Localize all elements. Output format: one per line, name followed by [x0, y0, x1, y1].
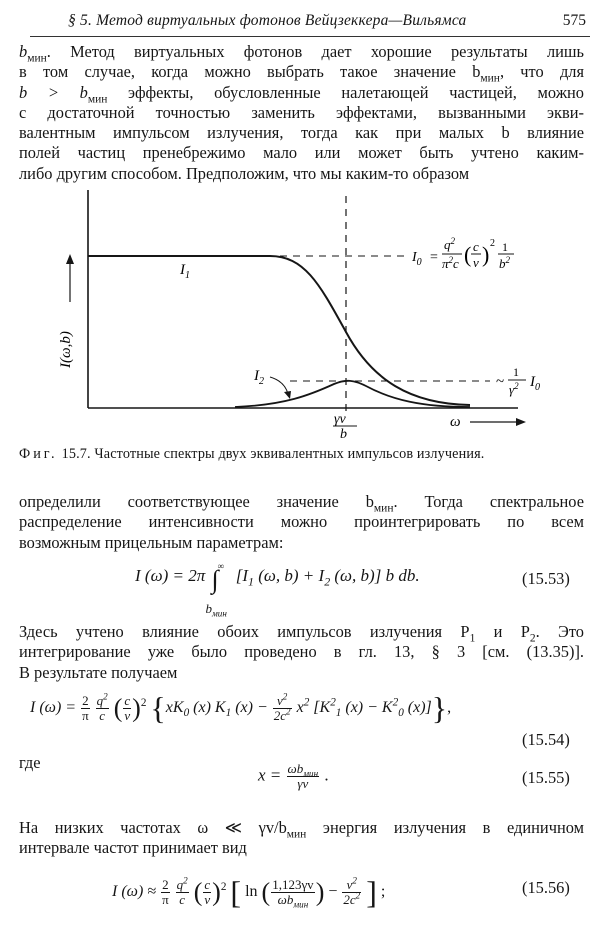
- equation-number: (15.53): [522, 569, 570, 588]
- svg-text:2: 2: [490, 238, 495, 249]
- text-line: $b_{мин}$. Метод виртуальных фотонов дает хорошие результаты лишь: [19, 42, 584, 65]
- text-line: распределение интенсивности можно проинтегрировать по всем: [19, 512, 584, 532]
- equation-number: (15.56): [522, 878, 570, 897]
- text-line: На низких частотах ω ≪ $\gamma v/b_{мин}$ энергия излучения в единичном: [19, 818, 584, 841]
- text-line: полей частиц пренебрежимо мало или может быть учтено каким-: [19, 143, 584, 163]
- text-line: $b > b_{мин}$ эффекты, обусловленные налетающей частицей, можно: [19, 82, 584, 105]
- text-line: интервале частот принимает вид: [19, 838, 247, 858]
- figure-caption: Фиг. 15.7. Частотные спектры двух эквивалентных импульсов излучения.: [19, 446, 485, 462]
- y-arrow-head: [66, 254, 74, 264]
- y-axis-label: I(ω,b): [58, 331, 74, 368]
- text-line: определили соответствующее значение $b_{мин}$. Тогда спектральное: [19, 492, 584, 515]
- equation-15-56: I (ω) ≈ $\frac{2}{\pi}$ $\frac{q^2}{c}$ ( $\frac{c}{v}$ )$^2$ [ ln ( $\frac{1,123\gamma v}{\omega b_{мин}}$ ) − $\frac{v^2}{2c^2}$ ] ;: [112, 874, 386, 910]
- paragraph-3: [19, 622, 584, 683]
- text-where: где: [19, 753, 41, 772]
- curve-I2: [235, 381, 470, 407]
- text-line: возможным прицельным параметрам:: [19, 532, 284, 552]
- svg-text:): ): [482, 242, 490, 267]
- equation-number: (15.55): [522, 768, 570, 787]
- tick-label-num: γv: [334, 412, 346, 427]
- tick-label-den: b: [340, 427, 347, 438]
- text-line: с достаточной точностью заменить эффектами, вызванными экви-: [19, 102, 584, 122]
- curve-I1: [88, 256, 470, 405]
- paragraph-1: [19, 42, 584, 184]
- x-arrow-head: [516, 418, 526, 426]
- svg-text:(: (: [464, 242, 472, 267]
- svg-text:=: =: [430, 250, 438, 265]
- header-rule: [30, 36, 590, 37]
- svg-text:I0: $I_0$: [530, 374, 540, 393]
- svg-text:b2: $b^2$: [499, 255, 510, 271]
- running-header: [30, 10, 590, 36]
- equation-15-54: I (ω) = $\frac{2}{\pi}$ $\frac{q^2}{c}$ ( $\frac{c}{v}$ )$^2$ {$xK_0$ (x) $K_1$ (x) − $\frac{v^2}{2c^2}$ $x^2$ [$K^2_1$ $(x) - K^2_0$ (x)]},: [30, 690, 452, 726]
- header-title: § 5. Метод виртуальных фотонов Вейцзеккера—Вильямса: [68, 12, 467, 29]
- level-I0-gamma-label: [496, 365, 540, 397]
- svg-text:v: v: [473, 255, 479, 270]
- equation-15-55: x = $\frac{\omega b_{мин}}{\gamma v}$ .: [258, 761, 329, 791]
- text-line: либо другим способом. Предположим, что мы каким-то образом: [19, 163, 470, 183]
- svg-text:1: 1: [502, 240, 508, 254]
- svg-text:1: 1: [513, 365, 519, 379]
- equation-number: (15.54): [522, 730, 570, 749]
- spectrum-figure: [30, 190, 590, 438]
- svg-text:I0: $I_0$: [412, 250, 422, 268]
- svg-text:q2: $q^2$: [444, 236, 455, 252]
- equation-15-53: I (ω) = 2π ∫ ∞ $b_{мин}$ [$I_1$ (ω, $b) + I_2$ (ω, b)] b db.: [135, 561, 420, 619]
- svg-text:c: c: [473, 239, 479, 254]
- svg-text:~: ~: [496, 374, 505, 390]
- x-axis-label: ω: [450, 414, 461, 430]
- text-line: в том случае, когда можно выбрать такое значение $b_{мин}$, что для: [19, 62, 584, 85]
- text-line: Здесь учтено влияние обоих импульсов излучения $P_1$ и $P_2$. Это: [19, 622, 584, 645]
- curve-I2-pointer: [270, 377, 288, 394]
- curve-I1-label: $I_1$: [180, 262, 190, 281]
- page-number: 575: [562, 12, 586, 29]
- level-I0-label: [411, 236, 514, 271]
- curve-I2-pointer-head: [284, 391, 291, 399]
- text-line: В результате получаем: [19, 662, 178, 682]
- text-line: валентным импульсом излучения, тогда как при малых b влияние: [19, 123, 584, 143]
- paragraph-4: [19, 818, 584, 859]
- curve-I2-label: $I_2$: [254, 368, 264, 387]
- svg-text:γ2: $\gamma^2$: [509, 381, 519, 397]
- text-line: интегрирование уже было проведено в гл. 13, § 3 [см. (13.35)].: [19, 642, 584, 662]
- paragraph-2: [19, 492, 584, 553]
- svg-text:π2c: $\pi^2c$: [442, 255, 459, 271]
